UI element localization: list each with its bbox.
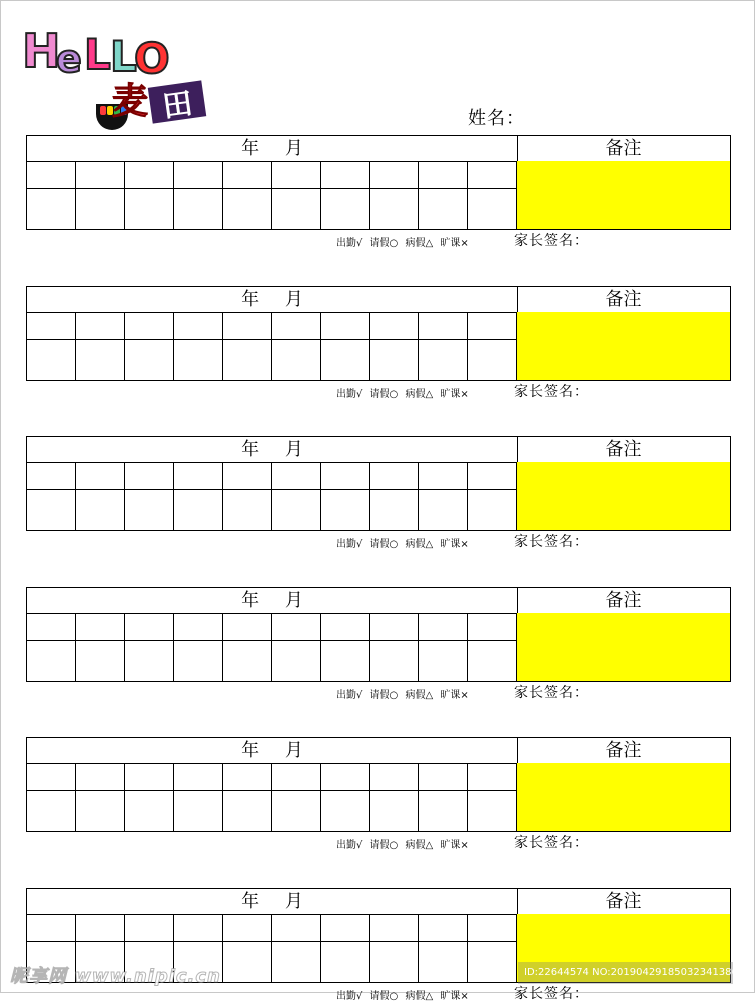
attendance-cell[interactable]	[321, 791, 370, 831]
attendance-block	[26, 135, 731, 247]
attendance-cell[interactable]	[321, 914, 370, 942]
legend-text: 出勤√ 请假○ 病假△ 旷课×	[336, 840, 469, 851]
attendance-cell[interactable]	[27, 791, 76, 831]
attendance-cell[interactable]	[370, 791, 419, 831]
attendance-cell[interactable]	[125, 641, 174, 681]
attendance-cell[interactable]	[370, 613, 419, 641]
attendance-cell[interactable]	[125, 462, 174, 490]
remark-box[interactable]	[516, 312, 731, 381]
month-label: 年 月	[27, 437, 518, 462]
attendance-cell[interactable]	[468, 462, 517, 490]
attendance-cell[interactable]	[223, 763, 272, 791]
attendance-cell[interactable]	[76, 490, 125, 530]
attendance-cell[interactable]	[419, 942, 468, 982]
attendance-cell[interactable]	[321, 312, 370, 340]
attendance-cell[interactable]	[125, 312, 174, 340]
attendance-cell[interactable]	[272, 340, 321, 380]
attendance-cell[interactable]	[321, 763, 370, 791]
attendance-cell[interactable]	[223, 613, 272, 641]
attendance-cell[interactable]	[223, 791, 272, 831]
attendance-cell[interactable]	[174, 189, 223, 229]
attendance-grid	[26, 161, 517, 230]
attendance-cell[interactable]	[76, 189, 125, 229]
attendance-cell[interactable]	[76, 791, 125, 831]
attendance-block	[26, 737, 731, 849]
attendance-cell[interactable]	[223, 641, 272, 681]
attendance-cell[interactable]	[174, 312, 223, 340]
attendance-cell[interactable]	[370, 763, 419, 791]
attendance-cell[interactable]	[125, 613, 174, 641]
logo-letter-o: O	[134, 34, 170, 83]
attendance-cell[interactable]	[223, 189, 272, 229]
attendance-grid	[26, 763, 517, 832]
attendance-cell[interactable]	[321, 613, 370, 641]
attendance-cell[interactable]	[370, 641, 419, 681]
attendance-cell[interactable]	[419, 312, 468, 340]
legend-text: 出勤√ 请假○ 病假△ 旷课×	[336, 690, 469, 701]
block-header	[26, 436, 731, 463]
attendance-cell[interactable]	[27, 641, 76, 681]
attendance-cell[interactable]	[125, 914, 174, 942]
note-label: 备注	[605, 138, 642, 159]
remark-box[interactable]	[516, 613, 731, 682]
attendance-cell[interactable]	[27, 312, 76, 340]
attendance-cell[interactable]	[272, 613, 321, 641]
attendance-cell[interactable]	[272, 462, 321, 490]
attendance-cell[interactable]	[370, 312, 419, 340]
attendance-cell[interactable]	[321, 189, 370, 229]
attendance-cell[interactable]	[272, 312, 321, 340]
attendance-cell[interactable]	[468, 914, 517, 942]
attendance-cell[interactable]	[27, 490, 76, 530]
parent-signature-label: 家长签名：	[514, 835, 589, 851]
note-label: 备注	[605, 740, 642, 761]
attendance-cell[interactable]	[125, 340, 174, 380]
parent-signature-label: 家长签名：	[514, 384, 589, 400]
note-label: 备注	[605, 590, 642, 611]
attendance-cell[interactable]	[419, 641, 468, 681]
block-header	[26, 587, 731, 614]
attendance-cell[interactable]	[468, 641, 517, 681]
block-header	[26, 888, 731, 915]
attendance-cell[interactable]	[468, 791, 517, 831]
attendance-cell[interactable]	[468, 189, 517, 229]
attendance-cell[interactable]	[272, 914, 321, 942]
month-label: 年 月	[27, 136, 518, 161]
attendance-cell[interactable]	[125, 763, 174, 791]
attendance-cell[interactable]	[321, 641, 370, 681]
attendance-cell[interactable]	[223, 340, 272, 380]
logo-tian: 田	[148, 80, 206, 123]
attendance-cell[interactable]	[223, 942, 272, 982]
attendance-cell[interactable]	[468, 161, 517, 189]
attendance-block	[26, 286, 731, 398]
attendance-cell[interactable]	[370, 914, 419, 942]
attendance-cell[interactable]	[419, 914, 468, 942]
block-header	[26, 737, 731, 764]
month-label: 年 月	[27, 738, 518, 763]
attendance-cell[interactable]	[321, 462, 370, 490]
attendance-cell[interactable]	[419, 462, 468, 490]
note-label: 备注	[605, 891, 642, 912]
attendance-cell[interactable]	[272, 189, 321, 229]
attendance-cell[interactable]	[125, 791, 174, 831]
parent-signature-label: 家长签名：	[514, 534, 589, 550]
attendance-cell[interactable]	[27, 340, 76, 380]
attendance-cell[interactable]	[419, 763, 468, 791]
attendance-cell[interactable]	[321, 942, 370, 982]
attendance-cell[interactable]	[174, 914, 223, 942]
attendance-cell[interactable]	[223, 490, 272, 530]
attendance-cell[interactable]	[223, 161, 272, 189]
logo-letter-l2: L	[110, 32, 137, 81]
attendance-cell[interactable]	[76, 161, 125, 189]
attendance-cell[interactable]	[27, 462, 76, 490]
watermark-id: ID:22644574 NO:20190429185032341386	[518, 962, 733, 984]
attendance-block	[26, 587, 731, 699]
parent-signature-label: 家长签名：	[514, 685, 589, 701]
note-label: 备注	[605, 439, 642, 460]
attendance-cell[interactable]	[419, 791, 468, 831]
attendance-cell[interactable]	[468, 490, 517, 530]
parent-signature-label: 家长签名：	[514, 233, 589, 249]
attendance-cell[interactable]	[272, 942, 321, 982]
logo-maimai: 麦	[112, 81, 149, 122]
attendance-cell[interactable]	[419, 490, 468, 530]
attendance-block	[26, 436, 731, 548]
attendance-cell[interactable]	[174, 161, 223, 189]
month-label: 年 月	[27, 287, 518, 312]
legend-text: 出勤√ 请假○ 病假△ 旷课×	[336, 389, 469, 400]
remark-box[interactable]	[516, 763, 731, 832]
attendance-cell[interactable]	[27, 613, 76, 641]
attendance-cell[interactable]	[174, 462, 223, 490]
attendance-cell[interactable]	[468, 340, 517, 380]
attendance-cell[interactable]	[321, 161, 370, 189]
attendance-cell[interactable]	[27, 763, 76, 791]
month-label: 年 月	[27, 889, 518, 914]
attendance-cell[interactable]	[27, 189, 76, 229]
attendance-cell[interactable]	[174, 763, 223, 791]
attendance-cell[interactable]	[76, 462, 125, 490]
name-label: 姓名：	[468, 108, 525, 129]
attendance-cell[interactable]	[272, 763, 321, 791]
logo-letter-l1: L	[84, 30, 111, 79]
attendance-cell[interactable]	[174, 641, 223, 681]
attendance-cell[interactable]	[174, 791, 223, 831]
logo-letter-h: H	[22, 24, 61, 78]
attendance-cell[interactable]	[468, 942, 517, 982]
attendance-cell[interactable]	[419, 189, 468, 229]
attendance-grid	[26, 462, 517, 531]
attendance-cell[interactable]	[370, 942, 419, 982]
month-label: 年 月	[27, 588, 518, 613]
attendance-cell[interactable]	[76, 914, 125, 942]
attendance-grid	[26, 312, 517, 381]
attendance-cell[interactable]	[468, 613, 517, 641]
attendance-cell[interactable]	[419, 161, 468, 189]
attendance-cell[interactable]	[419, 340, 468, 380]
attendance-cell[interactable]	[27, 914, 76, 942]
attendance-cell[interactable]	[223, 462, 272, 490]
attendance-cell[interactable]	[174, 613, 223, 641]
attendance-cell[interactable]	[76, 312, 125, 340]
legend-text: 出勤√ 请假○ 病假△ 旷课×	[336, 238, 469, 249]
block-header	[26, 135, 731, 162]
attendance-cell[interactable]	[272, 490, 321, 530]
attendance-cell[interactable]	[370, 189, 419, 229]
attendance-cell[interactable]	[370, 462, 419, 490]
attendance-cell[interactable]	[223, 914, 272, 942]
attendance-cell[interactable]	[125, 189, 174, 229]
note-label: 备注	[605, 289, 642, 310]
attendance-cell[interactable]	[125, 490, 174, 530]
attendance-cell[interactable]	[272, 791, 321, 831]
attendance-cell[interactable]	[321, 340, 370, 380]
remark-box[interactable]	[516, 462, 731, 531]
attendance-cell[interactable]	[125, 161, 174, 189]
legend-text: 出勤√ 请假○ 病假△ 旷课×	[336, 991, 469, 1002]
attendance-cell[interactable]	[174, 340, 223, 380]
attendance-cell[interactable]	[468, 312, 517, 340]
attendance-cell[interactable]	[76, 641, 125, 681]
attendance-cell[interactable]	[370, 340, 419, 380]
logo-letter-e: e	[56, 37, 82, 81]
parent-signature-label: 家长签名：	[514, 986, 589, 1002]
hello-logo	[20, 24, 195, 124]
attendance-cell[interactable]	[76, 613, 125, 641]
attendance-cell[interactable]	[27, 161, 76, 189]
attendance-cell[interactable]	[370, 490, 419, 530]
block-header	[26, 286, 731, 313]
attendance-cell[interactable]	[174, 490, 223, 530]
attendance-cell[interactable]	[76, 763, 125, 791]
watermark-site: 昵享网 www.nipic.cn	[10, 966, 221, 987]
attendance-cell[interactable]	[321, 490, 370, 530]
attendance-cell[interactable]	[223, 312, 272, 340]
attendance-cell[interactable]	[468, 763, 517, 791]
attendance-cell[interactable]	[370, 161, 419, 189]
attendance-grid	[26, 613, 517, 682]
remark-box[interactable]	[516, 161, 731, 230]
attendance-cell[interactable]	[272, 641, 321, 681]
attendance-cell[interactable]	[272, 161, 321, 189]
legend-text: 出勤√ 请假○ 病假△ 旷课×	[336, 539, 469, 550]
attendance-cell[interactable]	[76, 340, 125, 380]
attendance-cell[interactable]	[419, 613, 468, 641]
